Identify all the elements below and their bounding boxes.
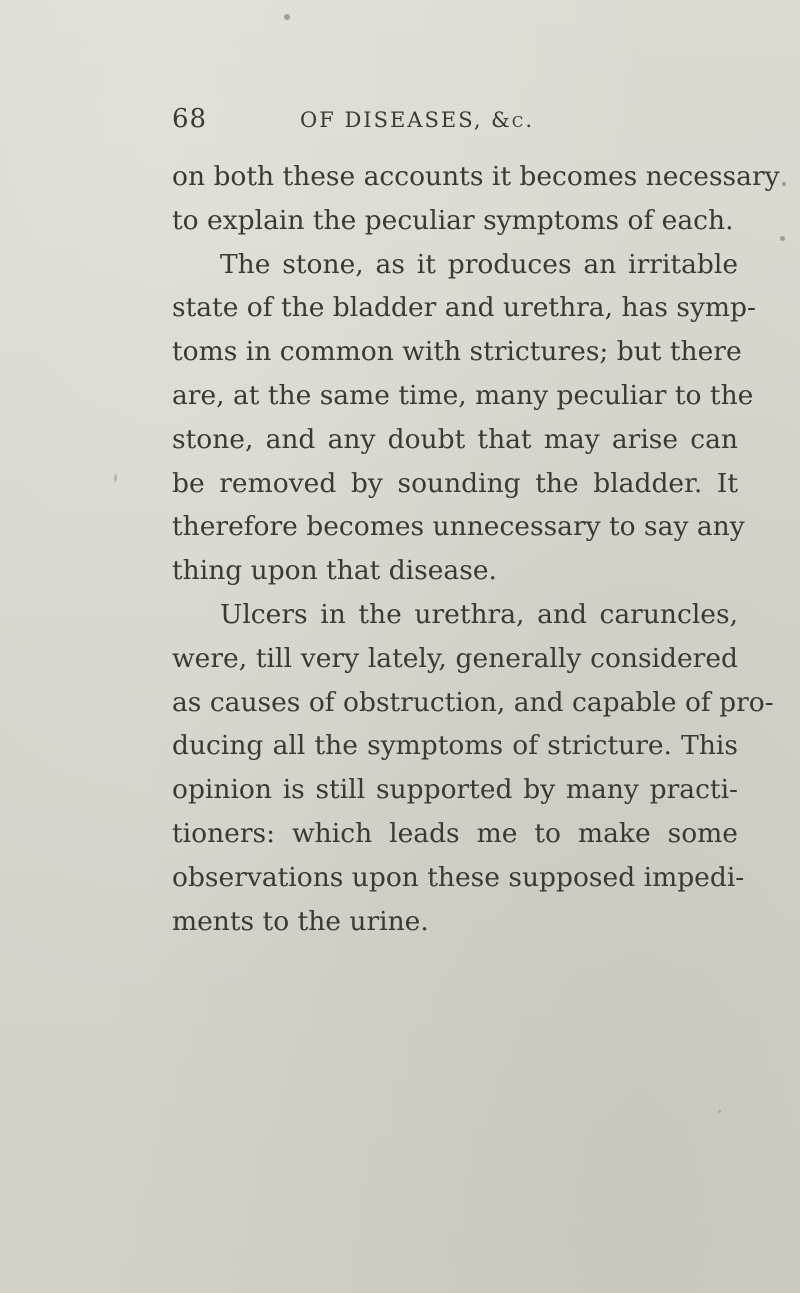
paper-speck <box>782 182 786 186</box>
page-number: 68 <box>172 104 208 134</box>
text-line: ducing all the symptoms of stricture. This <box>172 730 738 762</box>
text-line: on both these accounts it becomes necessary <box>172 161 780 192</box>
paragraph-start-line: Ulcers in the urethra, and caruncles, <box>220 598 738 630</box>
paper-speck <box>284 14 290 20</box>
text-line: tioners: which leads me to make some <box>172 817 738 849</box>
text-line: as causes of obstruction, and capable of pro- <box>172 686 774 718</box>
paper-speck <box>114 474 117 482</box>
text-line: stone, and any doubt that may arise can <box>172 423 738 455</box>
running-head: OF DISEASES, &c. <box>300 108 535 132</box>
text-line: were, till very lately, generally considered <box>172 642 738 674</box>
text-line: to explain the peculiar symptoms of each. <box>172 204 734 236</box>
text-line: therefore becomes unnecessary to say any <box>172 511 745 543</box>
paragraph-start-line: The stone, as it produces an irritable <box>220 248 738 280</box>
text-line: be removed by sounding the bladder. It <box>172 467 738 499</box>
text-line: observations upon these supposed impedi- <box>172 861 745 893</box>
text-line: state of the bladder and urethra, has symp- <box>172 292 756 324</box>
text-line: ments to the urine. <box>172 905 429 937</box>
text-line: toms in common with strictures; but there <box>172 336 742 368</box>
paper-speck <box>718 1110 721 1113</box>
body-text <box>172 155 780 943</box>
text-line: opinion is still supported by many practi- <box>172 774 738 806</box>
text-line: are, at the same time, many peculiar to the <box>172 379 754 411</box>
page-header <box>172 104 792 144</box>
paper-speck <box>780 236 785 241</box>
text-line: thing upon that disease. <box>172 555 497 587</box>
